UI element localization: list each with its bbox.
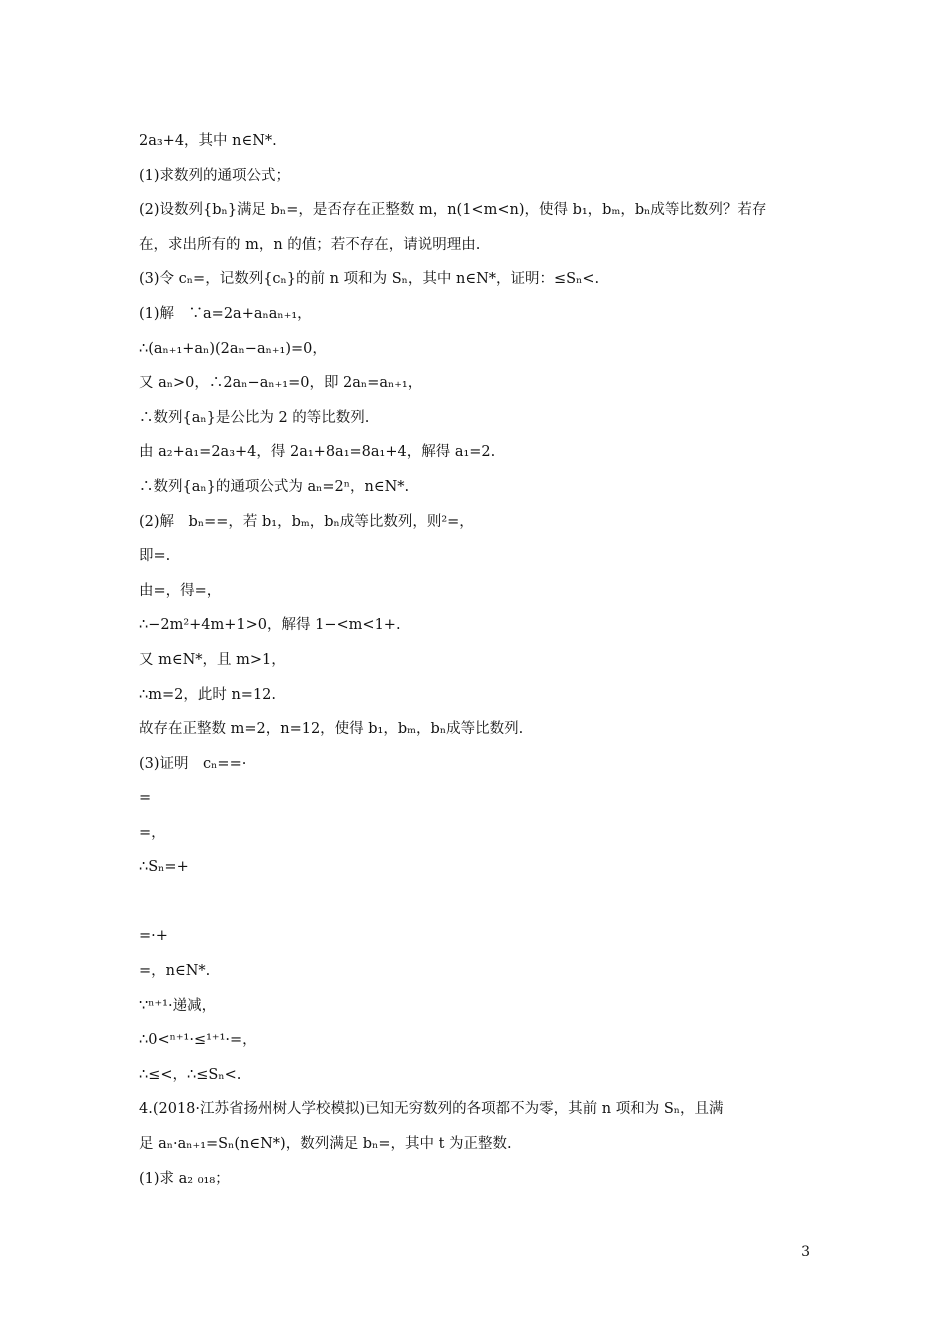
text-line: =·+ — [139, 928, 168, 945]
text-line: = — [139, 790, 152, 807]
text-line: 又 aₙ>0，∴2aₙ−aₙ₊₁=0，即 2aₙ=aₙ₊₁， — [139, 375, 423, 392]
text-line: ∴(aₙ₊₁+aₙ)(2aₙ−aₙ₊₁)=0， — [139, 340, 327, 357]
text-line: (1)解 ∵a=2a+aₙaₙ₊₁， — [139, 305, 312, 322]
text-line: ∴−2m²+4m+1>0，解得 1−<m<1+. — [139, 617, 401, 634]
text-line: ∴数列{aₙ}是公比为 2 的等比数列. — [139, 409, 370, 426]
page-number: 3 — [801, 1244, 810, 1260]
text-line: (1)求 a₂ ₀₁₈； — [139, 1170, 230, 1187]
text-line: ∴Sₙ=+ — [139, 859, 189, 876]
text-line: 由=，得=， — [139, 582, 222, 599]
text-line: 在，求出所有的 m，n 的值；若不存在，请说明理由. — [139, 236, 481, 253]
text-line: ∵ⁿ⁺¹·递减， — [139, 997, 217, 1014]
text-line: 又 m∈N*，且 m>1， — [139, 651, 286, 668]
text-line: 2a₃+4，其中 n∈N*. — [139, 133, 277, 149]
text-line: (3)证明 cₙ==· — [139, 755, 247, 772]
text-line: =，n∈N*. — [139, 963, 211, 980]
text-line: ∴≤<，∴≤Sₙ<. — [139, 1066, 242, 1083]
text-line: (3)令 cₙ=，记数列{cₙ}的前 n 项和为 Sₙ，其中 n∈N*，证明：≤Sₙ<. — [139, 271, 600, 288]
text-line: (2)解 bₙ==，若 b₁，bₘ，bₙ成等比数列，则²=， — [139, 513, 474, 530]
text-line: 即=. — [139, 548, 171, 565]
text-line: ∴数列{aₙ}的通项公式为 aₙ=2ⁿ，n∈N*. — [139, 478, 410, 495]
document-body — [139, 124, 819, 1196]
text-line: (2)设数列{bₙ}满足 bₙ=，是否存在正整数 m，n(1<m<n)，使得 b₁，bₘ，bₙ成等比数列？若存 — [139, 202, 767, 219]
text-line: 足 aₙ·aₙ₊₁=Sₙ(n∈N*)，数列满足 bₙ=，其中 t 为正整数. — [139, 1136, 512, 1153]
text-line: 4.(2018·江苏省扬州树人学校模拟)已知无穷数列的各项都不为零，其前 n 项和为 Sₙ，且满 — [139, 1101, 724, 1118]
text-line: 故存在正整数 m=2，n=12，使得 b₁，bₘ，bₙ成等比数列. — [139, 721, 524, 738]
text-line: ∴m=2，此时 n=12. — [139, 686, 277, 703]
text-line: (1)求数列的通项公式； — [139, 167, 291, 184]
text-line: ∴0<ⁿ⁺¹·≤¹⁺¹·=， — [139, 1032, 257, 1049]
text-line: =， — [139, 824, 166, 841]
text-line: 由 a₂+a₁=2a₃+4，得 2a₁+8a₁=8a₁+4，解得 a₁=2. — [139, 444, 496, 461]
